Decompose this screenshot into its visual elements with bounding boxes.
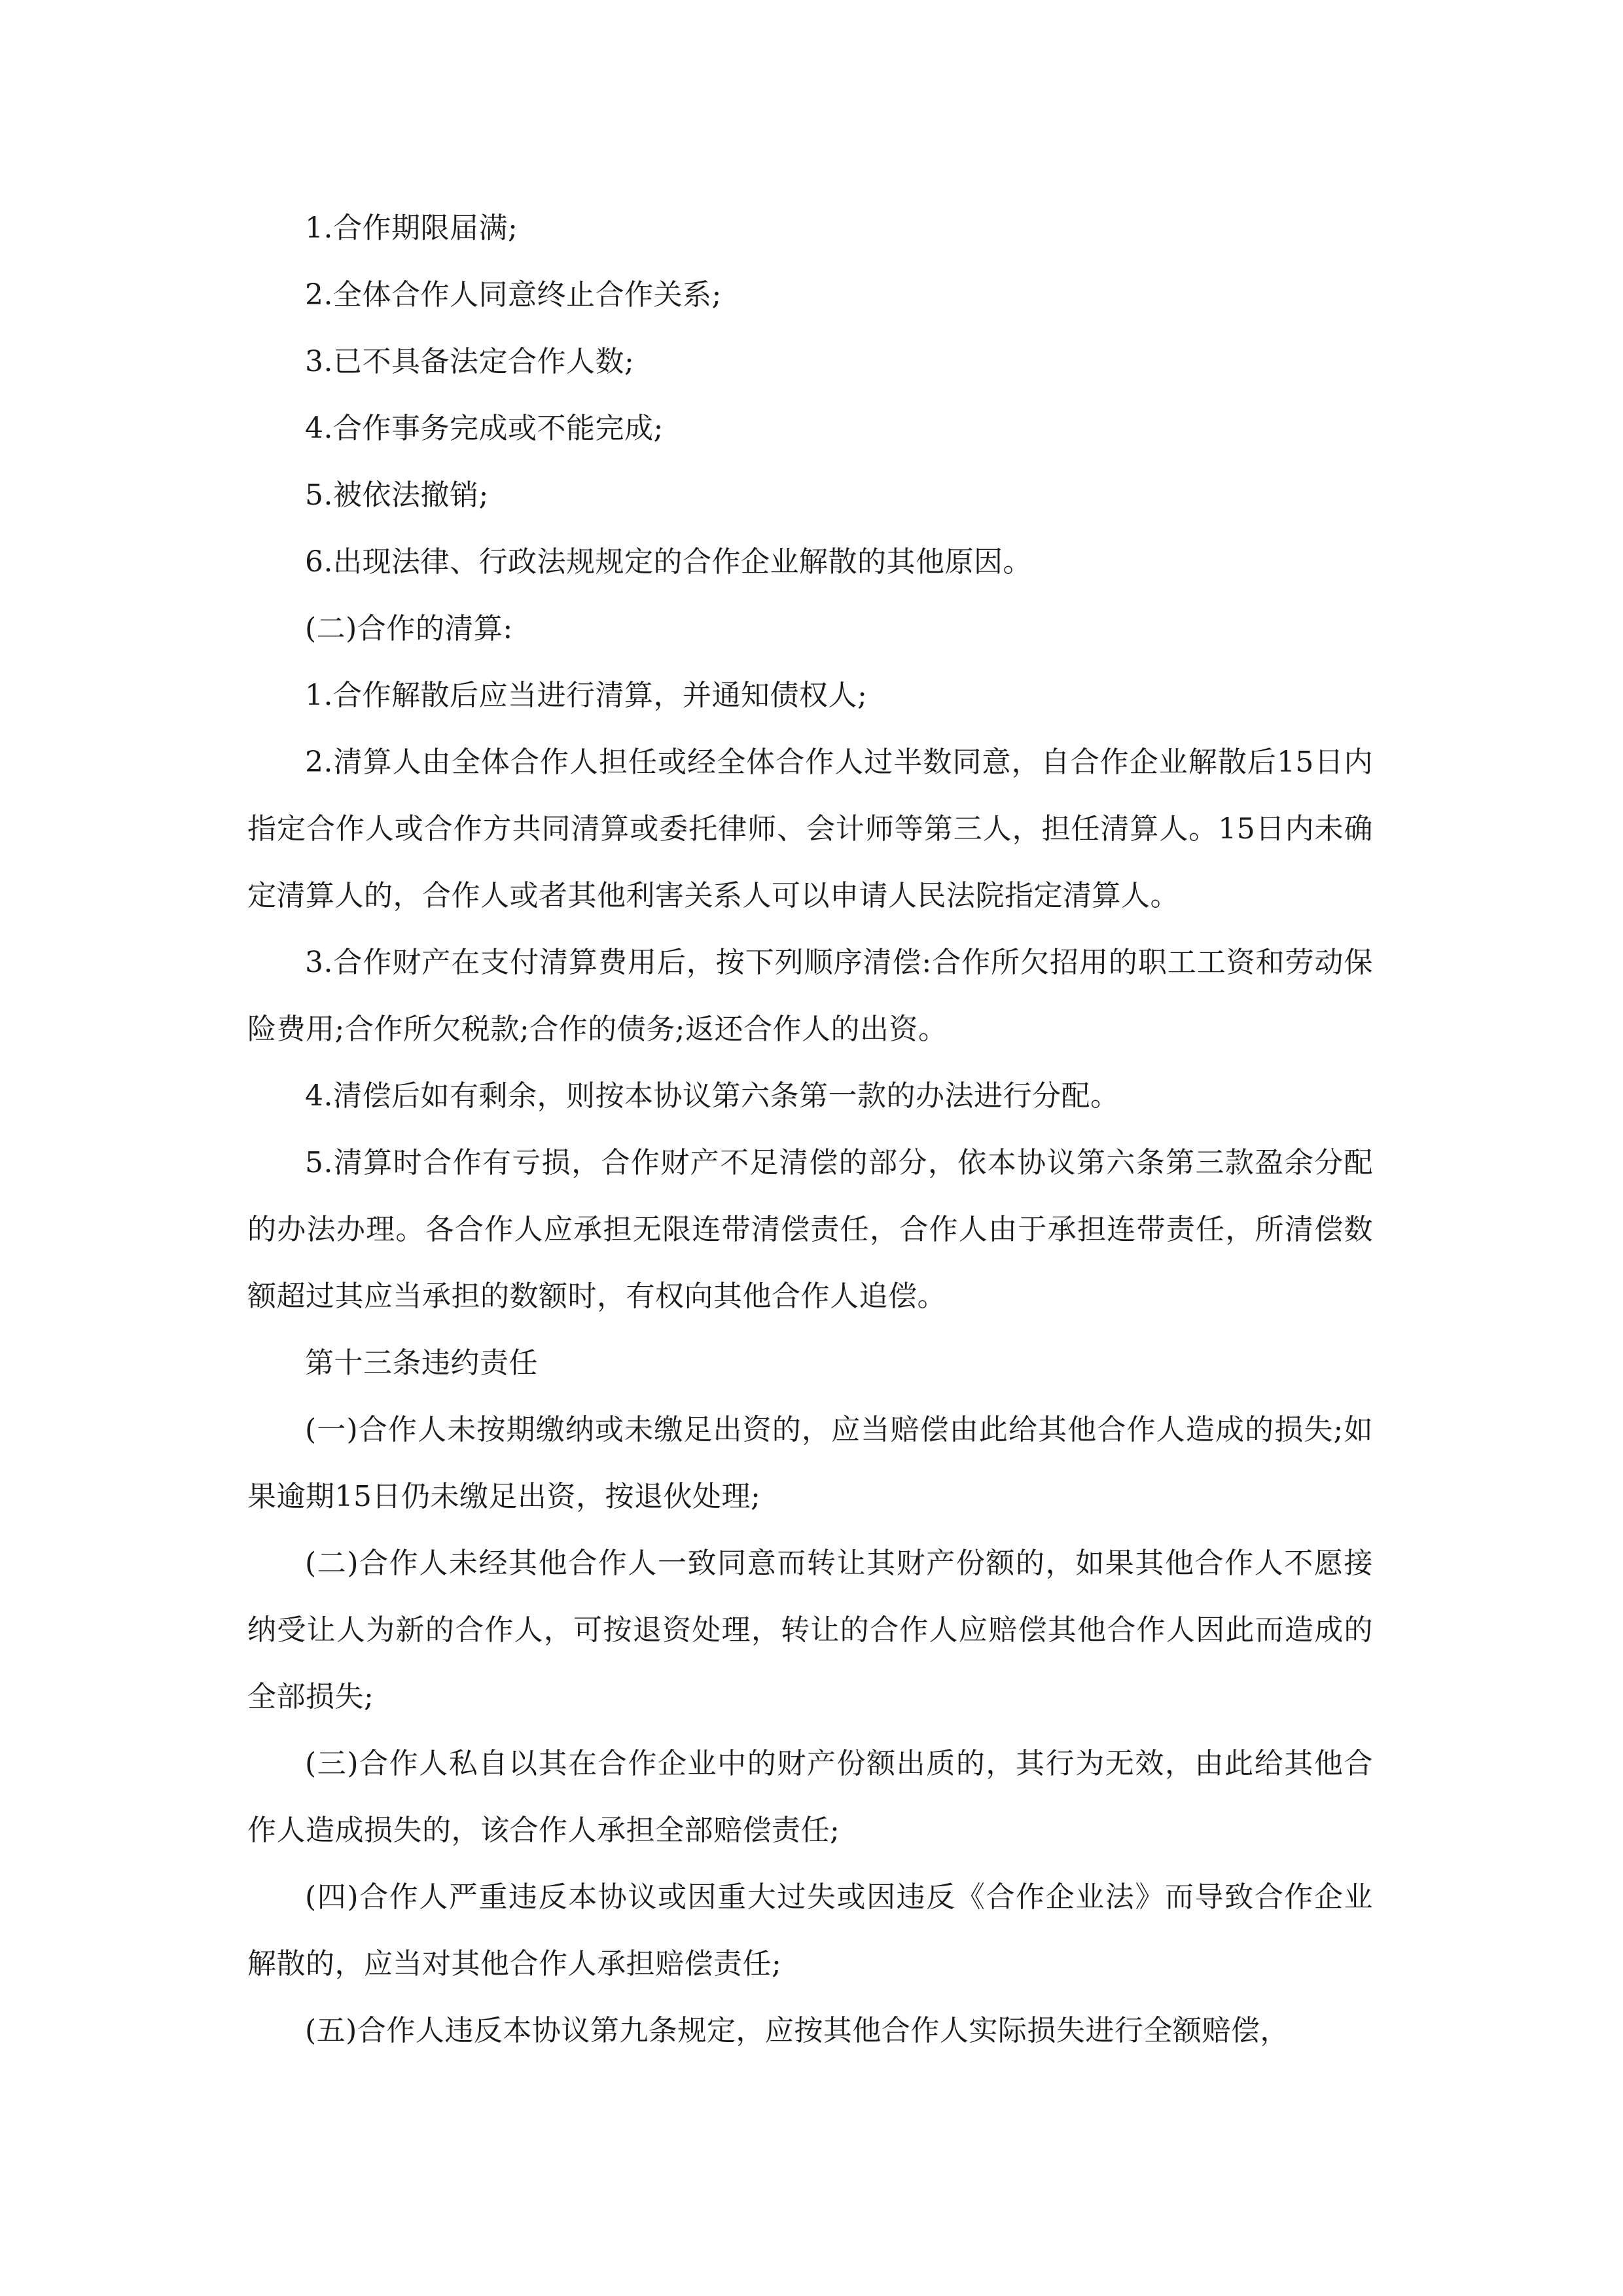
paragraph-losses: 5.清算时合作有亏损，合作财产不足清偿的部分，依本协议第六条第三款盈余分配的办法办理。各合作人应承担无限连带清偿责任，合作人由于承担连带责任，所清偿数额超过其应当承担的数额时，有权向其他合作人追偿。	[247, 1146, 1373, 1313]
paragraph-business-complete: 4.合作事务完成或不能完成;	[305, 412, 664, 445]
paragraph-liquidator: 2.清算人由全体合作人担任或经全体合作人过半数同意，自合作企业解散后15日内指定合作人或合作方共同清算或委托律师、会计师等第三人，担任清算人。15日内未确定清算人的，合作人或者其他利害关系人可以申请人民法院指定清算人。	[247, 745, 1373, 912]
section-heading-liquidation: (二)合作的清算:	[305, 612, 513, 645]
paragraph-all-partners-agree: 2.全体合作人同意终止合作关系;	[305, 278, 722, 312]
paragraph-liability-3: (三)合作人私自以其在合作企业中的财产份额出质的，其行为无效，由此给其他合作人造成损失的，该合作人承担全部赔偿责任;	[247, 1747, 1373, 1847]
paragraph-liability-4: (四)合作人严重违反本协议或因重大过失或因违反《合作企业法》而导致合作企业解散的，应当对其他合作人承担赔偿责任;	[247, 1880, 1373, 1981]
paragraph-term-expired: 1.合作期限届满;	[305, 211, 518, 245]
article-heading-liability: 第十三条违约责任	[305, 1346, 538, 1380]
document-body	[247, 195, 1373, 2064]
paragraph-surplus: 4.清偿后如有剩余，则按本协议第六条第一款的办法进行分配。	[305, 1079, 1120, 1113]
paragraph-liability-1: (一)合作人未按期缴纳或未缴足出资的，应当赔偿由此给其他合作人造成的损失;如果逾期15日仍未缴足出资，按退伙处理;	[247, 1413, 1373, 1513]
paragraph-repayment-order: 3.合作财产在支付清算费用后，按下列顺序清偿:合作所欠招用的职工工资和劳动保险费用;合作所欠税款;合作的债务;返还合作人的出资。	[247, 946, 1373, 1046]
paragraph-liability-5: (五)合作人违反本协议第九条规定，应按其他合作人实际损失进行全额赔偿，	[305, 2014, 1289, 2047]
paragraph-revoked: 5.被依法撤销;	[305, 478, 489, 512]
paragraph-insufficient-partners: 3.已不具备法定合作人数;	[305, 345, 635, 378]
paragraph-other-causes: 6.出现法律、行政法规规定的合作企业解散的其他原因。	[305, 545, 1032, 579]
paragraph-liability-2: (二)合作人未经其他合作人一致同意而转让其财产份额的，如果其他合作人不愿接纳受让人为新的合作人，可按退资处理，转让的合作人应赔偿其他合作人因此而造成的全部损失;	[247, 1547, 1373, 1713]
paragraph-liquidation-notice: 1.合作解散后应当进行清算，并通知债权人;	[305, 679, 868, 712]
